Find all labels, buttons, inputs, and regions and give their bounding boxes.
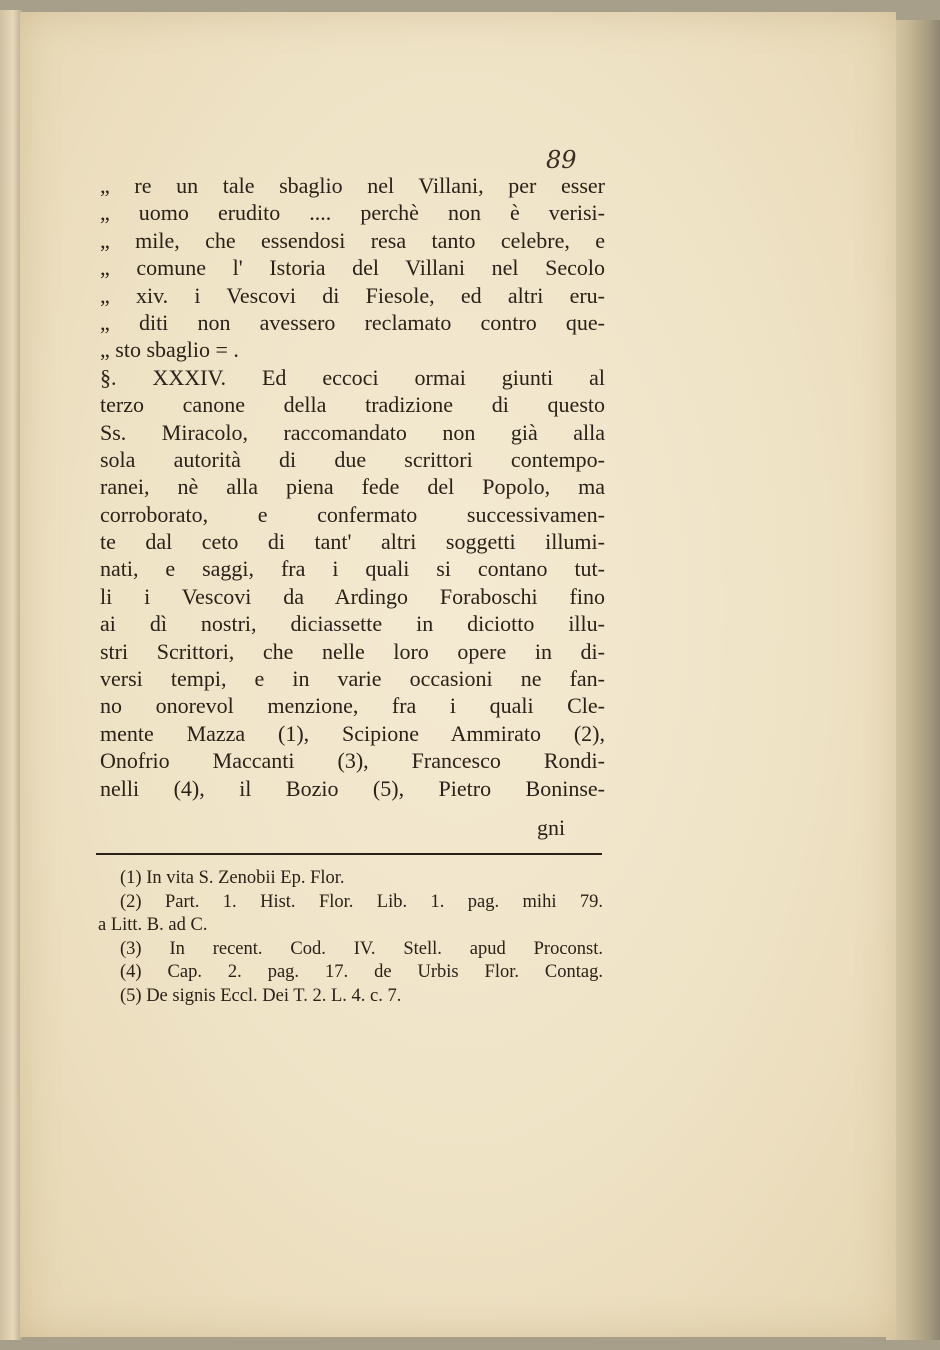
book-gutter [0,10,22,1340]
text-line: „ sto sbaglio = . [100,337,239,363]
catchword: gni [537,815,566,840]
text-line: li i Vescovi da Ardingo Foraboschi fino [100,583,605,609]
text-line: „ comune l' Istoria del Villani nel Secolo [100,255,605,281]
text-line: „ re un tale sbaglio nel Villani, per esser [100,173,605,198]
text-line: „ diti non avessero reclamato contro que- [100,309,605,335]
text-line: versi tempi, e in varie occasioni ne fan- [100,666,605,692]
text-line: ranei, nè alla piena fede del Popolo, ma [100,474,605,500]
footnotes [98,867,603,1009]
text-line: „ xiv. i Vescovi di Fiesole, ed altri eru- [100,282,605,308]
text-line: no onorevol menzione, fra i quali Cle- [100,693,605,719]
text-line: ai dì nostri, diciassette in diciotto illu- [100,611,605,637]
text-line: corroborato, e confermato successivamen- [100,501,605,527]
text-line: nelli (4), il Bozio (5), Pietro Boninse- [100,775,605,801]
body-text [100,172,605,802]
text-line: §. XXXIV. Ed eccoci ormai giunti al [100,364,605,390]
text-line: stri Scrittori, che nelle loro opere in di- [100,638,605,664]
footnote-divider [96,853,602,855]
text-line: „ mile, che essendosi resa tanto celebre, e [100,227,605,253]
text-line: sola autorità di due scrittori contempo- [100,446,605,472]
footnote: (5) De signis Eccl. Dei T. 2. L. 4. c. 7. [120,985,402,1006]
text-line: Onofrio Maccanti (3), Francesco Rondi- [100,748,605,774]
footnote: (4) Cap. 2. pag. 17. de Urbis Flor. Contag. [120,962,603,983]
text-line: te dal ceto di tant' altri soggetti illumi- [100,529,605,555]
footnote: (3) In recent. Cod. IV. Stell. apud Proconst. [120,938,603,959]
text-line: Ss. Miracolo, raccomandato non già alla [100,419,605,445]
footnote-continuation: a Litt. B. ad C. [98,915,208,936]
footnote: (1) In vita S. Zenobii Ep. Flor. [120,868,345,888]
text-line: nati, e saggi, fra i quali si contano tut- [100,556,605,582]
text-line: „ uomo erudito .... perchè non è verisi- [100,200,605,226]
text-line: mente Mazza (1), Scipione Ammirato (2), [100,720,605,746]
footnote: (2) Part. 1. Hist. Flor. Lib. 1. pag. mihi 79. [120,891,603,912]
text-line: terzo canone della tradizione di questo [100,392,605,418]
page-number: 89 [546,146,577,174]
